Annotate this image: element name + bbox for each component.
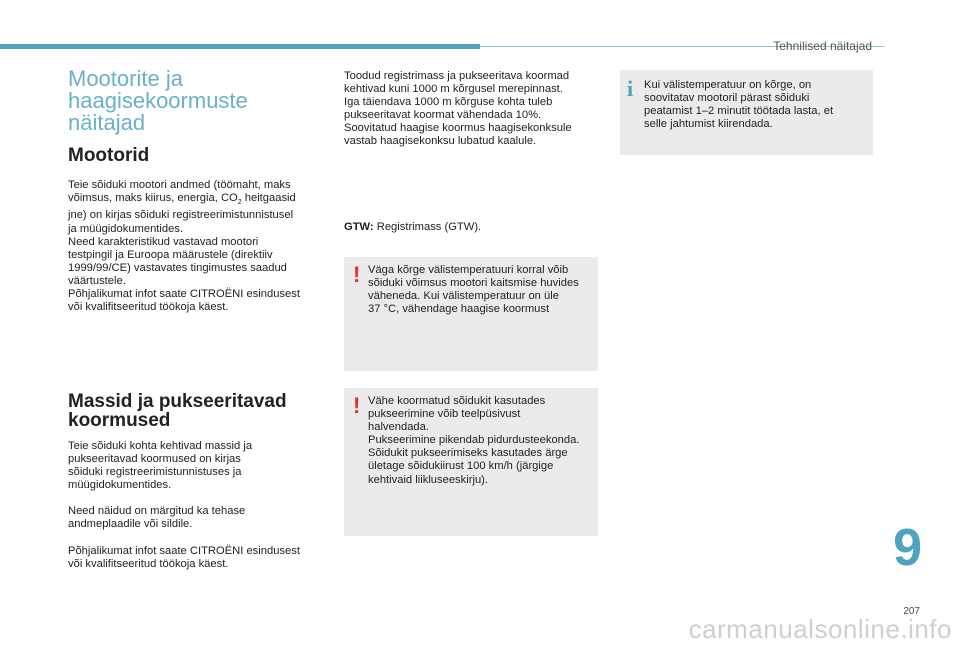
- gtw-text: Registrimass (GTW).: [373, 221, 482, 233]
- warning-box-towing: [344, 388, 598, 536]
- masses-section: [68, 392, 333, 571]
- warning-text-temperature: Väga kõrge välistemperatuuri korral võib sõiduki võimsus mootori kaitsmise huvides väheneda. Kui välistemperatuur on üle 37 °C, vähendage haagise koormust: [368, 264, 579, 316]
- info-icon: i: [627, 76, 634, 101]
- warning-icon: !: [353, 262, 361, 287]
- masses-text-2: Need näidud on märgitud ka tehase andmeplaadile või sildile.: [68, 505, 246, 531]
- co2-subscript: 2: [237, 199, 242, 207]
- masses-text-3: Põhjalikumat infot saate CITROËNI esindusest või kvalifitseeritud töökoja käest.: [68, 544, 300, 570]
- warning-text-towing: Vähe koormatud sõidukit kasutades pukseerimine võib teelpüsivust halvendada. Pukseerimine pikendab pidurdusteekonda. Sõidukit pukseerimiseks kasutades ärge ületage sõidukiirust 100 km/h (järgige kehtivaid liikluseeskirju).: [368, 395, 580, 486]
- section-title: Tehnilised näitajad: [773, 39, 872, 53]
- gtw-label: GTW:: [344, 221, 374, 233]
- page-number: 207: [903, 606, 920, 617]
- engines-section: [68, 146, 333, 314]
- chapter-number: 9: [893, 519, 922, 577]
- engines-text: [68, 179, 333, 314]
- engines-text-part-1: Teie sõiduki mootori andmed (töömaht, maks võimsus, maks kiirus, energia, CO: [68, 179, 291, 205]
- gtw-definition: [344, 221, 604, 234]
- header-accent-bar: [0, 44, 480, 49]
- towing-intro: [344, 70, 604, 149]
- masses-text-1: Teie sõiduki kohta kehtivad massid ja pukseeritavad koormused on kirjas sõiduki registreerimistunnistuses ja müügidokumentides.: [68, 440, 253, 492]
- page-title: Mootorite ja haagisekoormuste näitajad: [68, 66, 248, 135]
- watermark: carmanualsonline.info: [688, 614, 952, 644]
- warning-icon: !: [353, 393, 361, 418]
- warning-box-temperature: [344, 257, 598, 371]
- info-text-cooling: Kui välistemperatuur on kõrge, on soovitatav mootoril pärast sõiduki peatamist 1–2 minutit töötada lasta, et selle jahtumist kiirendada.: [644, 79, 834, 131]
- masses-heading: Massid ja pukseeritavad koormused: [68, 391, 287, 431]
- towing-intro-text: Toodud registrimass ja pukseeritava koormad kehtivad kuni 1000 m kõrgusel merepinnast. Iga täiendava 1000 m kõrguse kohta tuleb pukseeritavat koormat vähendada 10%. Soovitatud haagise koormus haagisekonksule vastab haagisekonksu lubatud kaalule.: [344, 70, 572, 148]
- engines-heading: Mootorid: [68, 145, 150, 166]
- engines-text-part-2: heitgaasid jne) on kirjas sõiduki registreerimistunnistusel ja müügidokumentides. Need karakteristikud vastavad mootori testpingil ja Euroopa määrustele (direktiiv 1999/99/CE) vastavates tingimustes saadud väärtustele. Põhjalikumat infot saate CITROËNI esindusest või kvalifitseeritud töökoja käest.: [68, 192, 300, 314]
- info-box-cooling: [620, 70, 873, 155]
